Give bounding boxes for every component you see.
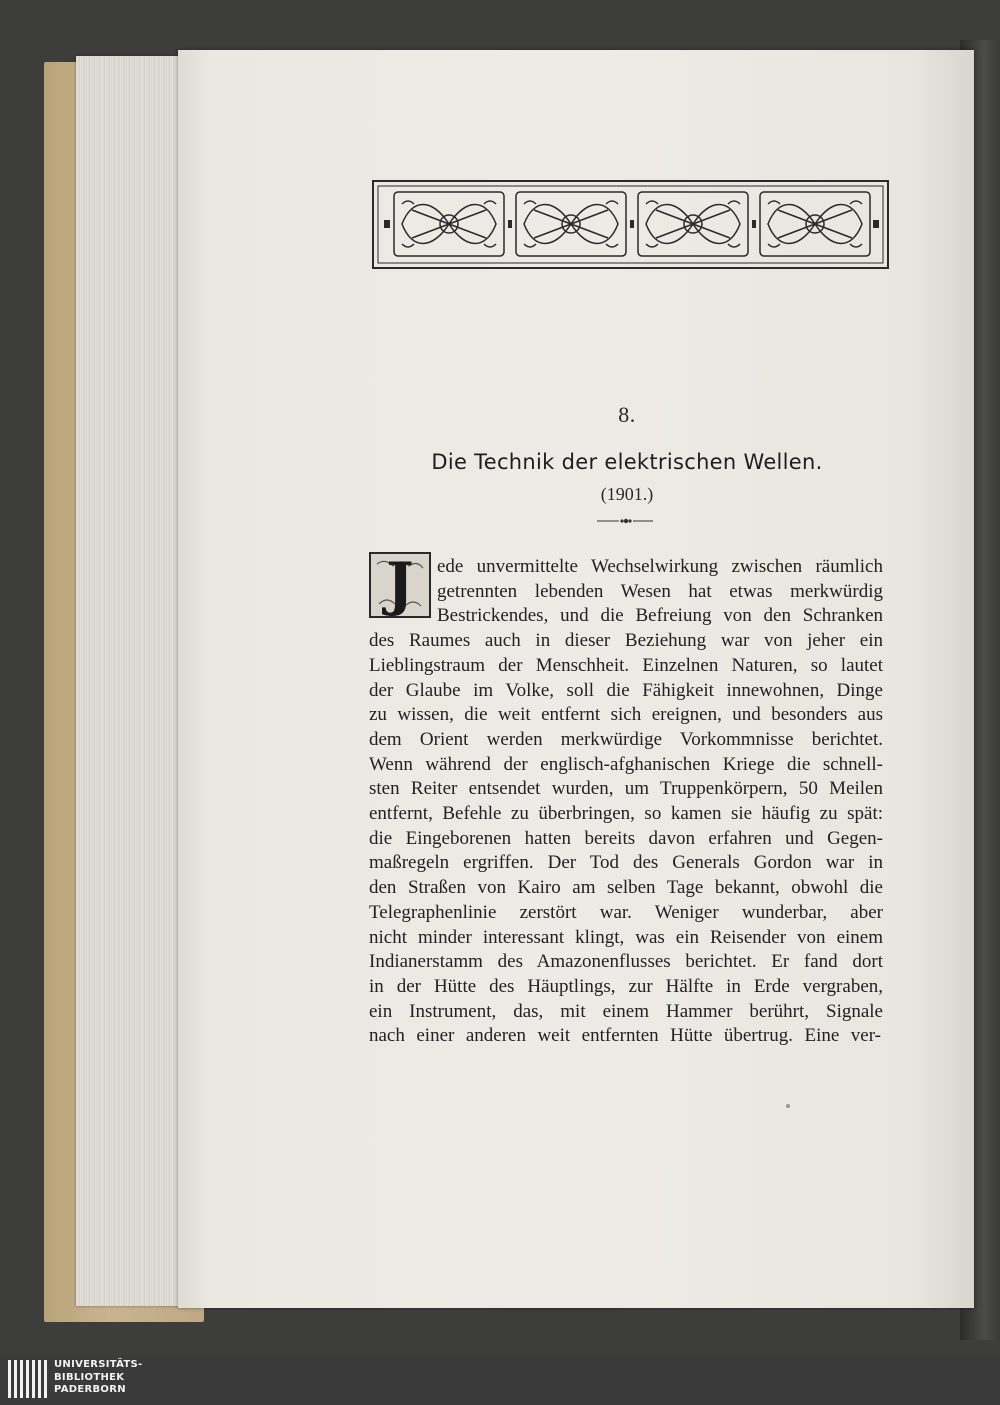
text-line: entfernt, Befehle zu überbringen, so kamen sie häufig zu spät: <box>369 803 883 824</box>
text-line: der Glaube im Volke, soll die Fähigkeit innewohnen, Dinge <box>369 680 883 701</box>
ornament-header-band <box>372 180 889 269</box>
text-line: Indianerstamm des Amazonenflusses berichtet. Er fand dort <box>369 951 883 972</box>
text-line: getrennten lebenden Wesen hat etwas merkwürdig <box>437 581 883 602</box>
chapter-year: (1901.) <box>600 484 654 504</box>
text-line: in der Hütte des Häuptlings, zur Hälfte in Erde vergraben, <box>369 976 883 997</box>
text-line: maßregeln ergriffen. Der Tod des Generals Gordon war in <box>369 852 883 873</box>
text-line: nicht minder interessant klingt, was ein Reisender von einem <box>369 927 883 948</box>
scan-speck <box>786 1104 790 1108</box>
text-line: nach einer anderen weit entfernten Hütte übertrug. Eine ver- <box>369 1025 881 1046</box>
text-line: sten Reiter entsendet wurden, um Truppenkörpern, 50 Meilen <box>369 778 883 799</box>
text-line: dem Orient werden merkwürdige Vorkommnisse berichtet. <box>369 729 883 750</box>
logo-line: UNIVERSITÄTS- <box>54 1359 143 1370</box>
knot-panel-2 <box>516 192 626 256</box>
text-line: ein Instrument, das, mit einem Hammer berührt, Signale <box>369 1001 883 1022</box>
library-logo-icon <box>8 1360 48 1398</box>
text-line: ede unvermittelte Wechselwirkung zwischen räumlich <box>437 556 883 577</box>
knot-panel-1 <box>394 192 504 256</box>
knot-panel-4 <box>760 192 870 256</box>
text-line: Bestrickendes, und die Befreiung von den Schranken <box>437 605 883 626</box>
chapter-title: Die Technik der elektrischen Wellen. <box>431 450 823 474</box>
text-line: des Raumes auch in dieser Beziehung war von jeher ein <box>369 630 883 651</box>
logo-line: BIBLIOTHEK <box>54 1371 125 1383</box>
drop-cap-letter: J <box>386 550 414 618</box>
chapter-number: 8. <box>618 402 636 427</box>
section-divider <box>597 516 653 526</box>
text-line: Telegraphenlinie zerstört war. Weniger wunderbar, aber <box>369 902 883 923</box>
knot-panel-3 <box>638 192 748 256</box>
library-logo-text <box>54 1359 174 1397</box>
text-line: Lieblingstraum der Menschheit. Einzelnen Naturen, so lautet <box>369 655 883 676</box>
logo-line: PADERBORN <box>54 1384 126 1395</box>
text-line: den Straßen von Kairo am selben Tage bekannt, obwohl die <box>369 877 883 898</box>
text-line: zu wissen, die weit entfernt sich ereignen, und besonders aus <box>369 704 883 725</box>
text-line: die Eingeborenen hatten bereits davon erfahren und Gegen- <box>369 828 883 849</box>
drop-cap-initial <box>369 552 431 618</box>
text-line: Wenn während der englisch-afghanischen Kriege die schnell- <box>369 754 883 775</box>
